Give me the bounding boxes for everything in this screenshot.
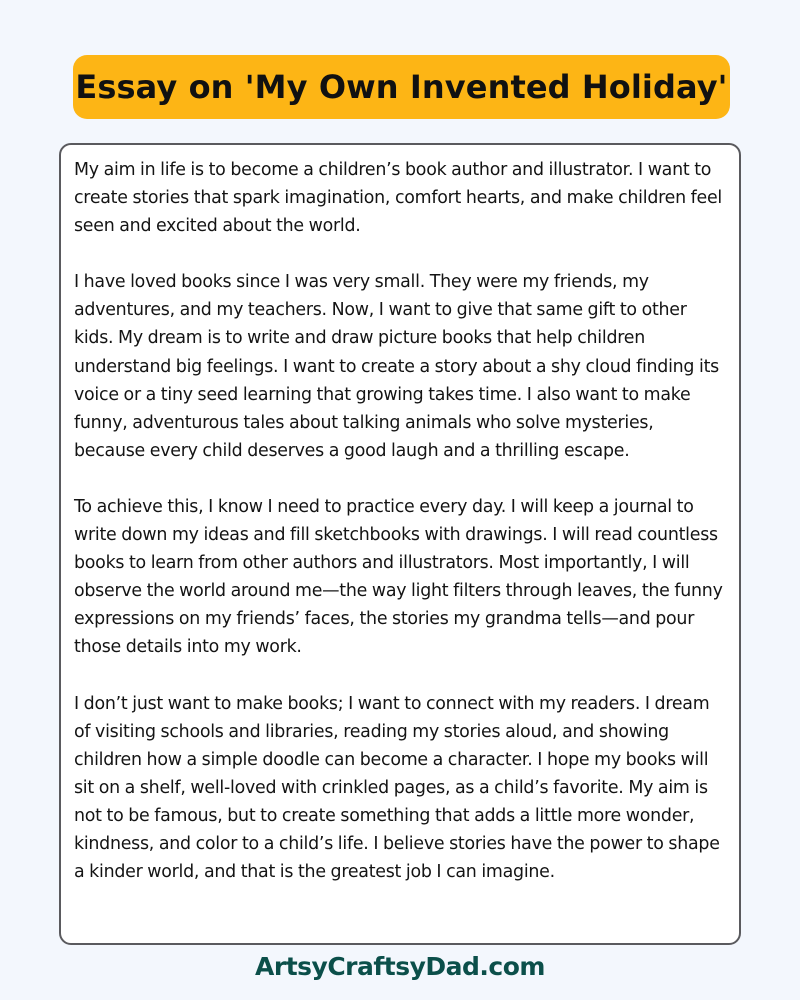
page-title: Essay on 'My Own Invented Holiday'	[75, 68, 728, 106]
essay-paragraph-4: I don’t just want to make books; I want to connect with my readers. I dream of visiting schools and libraries, reading my stories aloud, and showing children how a simple doodle can become a character. I hope my books will sit on a shelf, well-loved with crinkled pages, as a child’s favorite. My aim is not to be famous, but to create something that adds a little more wonder, kindness, and color to a child’s life. I believe stories have the power to shape a kinder world, and that is the greatest job I can imagine.	[74, 693, 720, 883]
essay-paragraph-1: My aim in life is to become a children’s book author and illustrator. I want to create stories that spark imagination, comfort hearts, and make children feel seen and excited about the world.	[74, 160, 723, 237]
title-banner	[73, 55, 730, 119]
essay-paragraph-2: I have loved books since I was very small. They were my friends, my adventures, and my teachers. Now, I want to give that same gift to other kids. My dream is to write and draw picture books that help children understand big feelings. I want to create a story about a shy cloud finding its voice or a tiny seed learning that growing takes time. I also want to make funny, adventurous tales about talking animals who solve mysteries, because every child deserves a good laugh and a thrilling escape.	[74, 272, 719, 461]
essay-card	[59, 143, 741, 945]
essay-paragraph-3: To achieve this, I know I need to practice every day. I will keep a journal to write down my ideas and fill sketchbooks with drawings. I will read countless books to learn from other authors and illustrators. Most importantly, I will observe the world around me—the way light filters through leaves, the funny expressions on my friends’ faces, the stories my grandma tells—and pour those details into my work.	[74, 496, 723, 658]
footer-site-name: ArtsyCraftsyDad.com	[255, 952, 545, 981]
